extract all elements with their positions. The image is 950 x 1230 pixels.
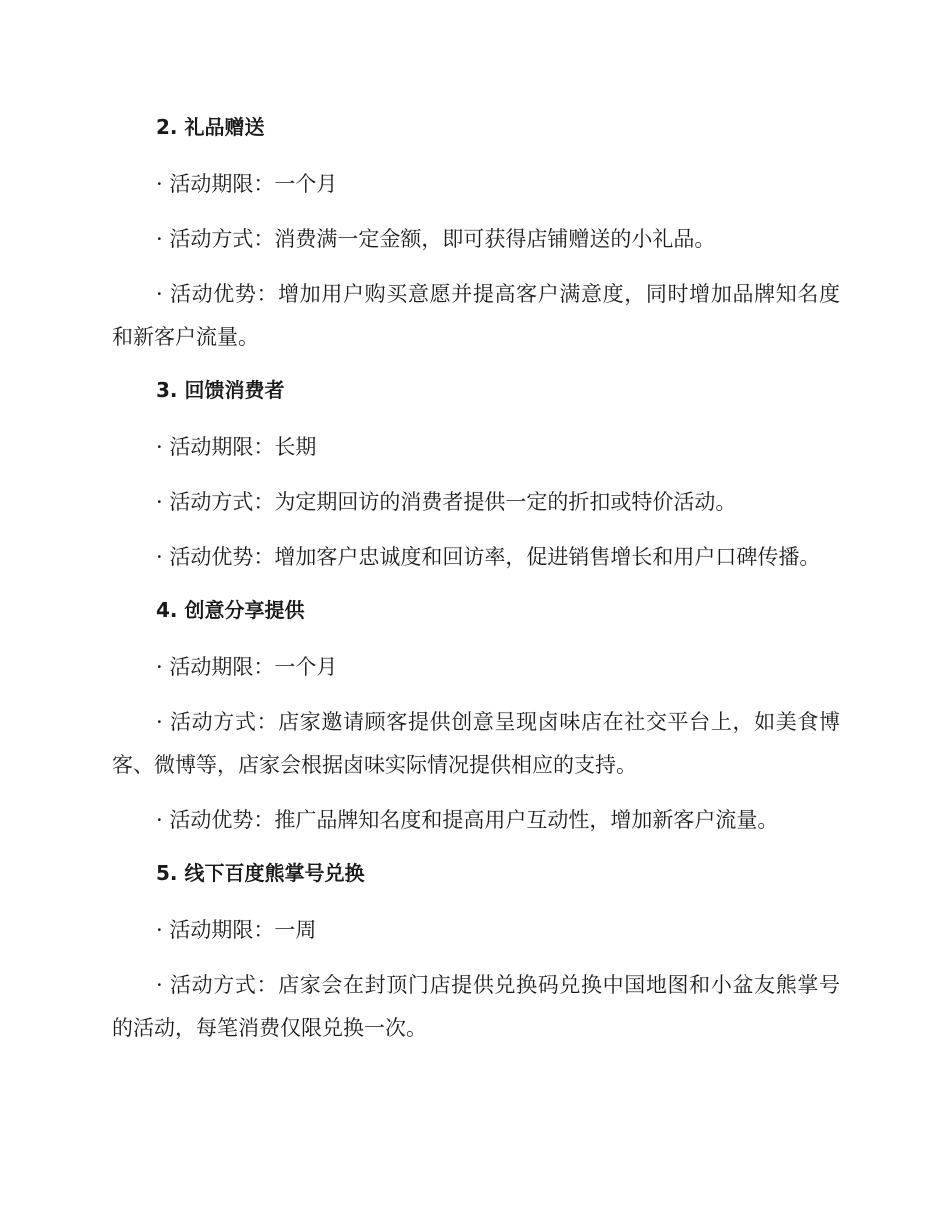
section-heading-reward: 3. 回馈消费者 (156, 378, 285, 402)
paragraph-creative-advantage: · 活动优势：推广品牌知名度和提高用户互动性，增加新客户流量。 (156, 808, 779, 832)
paragraph-gift-advantage: · 活动优势：增加用户购买意愿并提高客户满意度，同时增加品牌知名度和新客户流量。 (112, 282, 840, 349)
section-heading-creative: 4. 创意分享提供 (156, 598, 305, 622)
document-body (112, 108, 840, 1062)
paragraph-exchange-period: · 活动期限：一周 (156, 918, 317, 942)
paragraph-creative-method: · 活动方式：店家邀请顾客提供创意呈现卤味店在社交平台上，如美食博客、微博等，店家会根据卤味实际情况提供相应的支持。 (112, 710, 840, 777)
section-heading-exchange: 5. 线下百度熊掌号兑换 (156, 861, 365, 885)
paragraph-gift-method: · 活动方式：消费满一定金额，即可获得店铺赠送的小礼品。 (156, 227, 716, 251)
paragraph-reward-method: · 活动方式：为定期回访的消费者提供一定的折扣或特价活动。 (156, 490, 737, 514)
paragraph-gift-period: · 活动期限：一个月 (156, 172, 338, 196)
section-heading-gift: 2. 礼品赠送 (156, 115, 265, 139)
paragraph-reward-period: · 活动期限：长期 (156, 435, 317, 459)
paragraph-exchange-method: · 活动方式：店家会在封顶门店提供兑换码兑换中国地图和小盆友熊掌号的活动，每笔消费仅限兑换一次。 (112, 973, 840, 1040)
paragraph-reward-advantage: · 活动优势：增加客户忠诚度和回访率，促进销售增长和用户口碑传播。 (156, 545, 821, 569)
paragraph-creative-period: · 活动期限：一个月 (156, 655, 338, 679)
